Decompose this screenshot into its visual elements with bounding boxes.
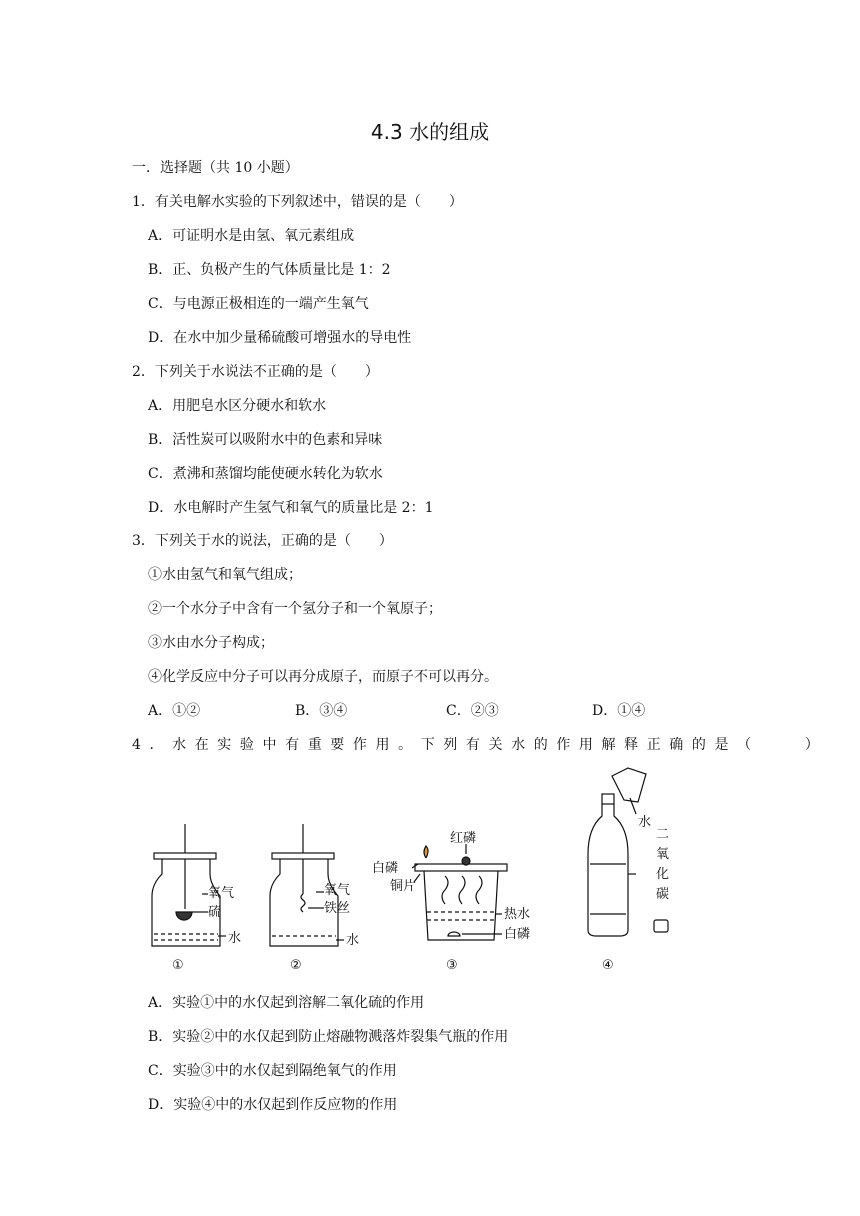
e3-label-white-phosphorus-bottom: 白磷 xyxy=(504,927,531,942)
q1-option-c: C．与电源正极相连的一端产生氧气 xyxy=(148,296,369,312)
q3-statement-3: ③水由水分子构成； xyxy=(148,635,274,651)
experiment-figure xyxy=(140,764,700,980)
q3-option-a: A．①② xyxy=(148,703,201,719)
q4-option-a: A．实验①中的水仅起到溶解二氧化硫的作用 xyxy=(148,995,425,1011)
q2-option-c: C．煮沸和蒸馏均能使硬水转化为软水 xyxy=(148,466,383,482)
q3-statement-2: ②一个水分子中含有一个氢分子和一个氧原子； xyxy=(148,601,442,617)
q1-option-d: D．在水中加少量稀硫酸可增强水的导电性 xyxy=(148,330,412,346)
e4-label-co2-3: 化 xyxy=(656,867,670,882)
q3-option-b: B．③④ xyxy=(295,703,348,719)
experiment-3-beaker xyxy=(412,844,507,940)
e3-number: ③ xyxy=(446,958,458,973)
e4-label-water: 水 xyxy=(638,815,652,830)
e1-number: ① xyxy=(172,958,184,973)
e1-label-sulfur: 硫 xyxy=(208,905,222,920)
q3-statement-1: ①水由氢气和氧气组成； xyxy=(148,567,302,583)
q1-option-a: A．可证明水是由氢、氧元素组成 xyxy=(148,228,355,244)
e2-label-oxygen: 氧气 xyxy=(324,883,351,898)
q3-option-c: C．②③ xyxy=(446,703,499,719)
experiment-1-bottle xyxy=(152,824,226,946)
e3-label-red-phosphorus: 红磷 xyxy=(450,831,477,846)
question-2-stem: 2．下列关于水说法不正确的是（ ） xyxy=(132,364,379,380)
section-heading: 一．选择题（共 10 小题） xyxy=(132,160,299,176)
e3-label-copper-sheet: 铜片 xyxy=(390,879,417,894)
question-4-stem: 4．水在实验中有重要作用。下列有关水的作用解释正确的是（ ） xyxy=(132,737,828,753)
e1-label-oxygen: 氧气 xyxy=(208,886,235,901)
question-1-stem: 1．有关电解水实验的下列叙述中，错误的是（ ） xyxy=(132,194,463,210)
e4-label-co2-2: 氧 xyxy=(656,847,670,862)
page-title: 4.3 水的组成 xyxy=(370,120,490,144)
q4-option-b: B．实验②中的水仅起到防止熔融物溅落炸裂集气瓶的作用 xyxy=(148,1029,509,1045)
q3-statement-4: ④化学反应中分子可以再分成原子，而原子不可以再分。 xyxy=(148,669,498,685)
e3-label-white-phosphorus-top: 白磷 xyxy=(372,861,399,876)
q2-option-d: D．水电解时产生氢气和氧气的质量比是 2：1 xyxy=(148,500,434,516)
q3-option-d: D．①④ xyxy=(592,703,646,719)
e2-number: ② xyxy=(290,958,302,973)
e3-label-hot-water: 热水 xyxy=(504,907,531,922)
e1-label-water: 水 xyxy=(228,931,242,946)
e4-label-co2-1: 二 xyxy=(656,827,670,842)
q2-option-b: B．活性炭可以吸附水中的色素和异味 xyxy=(148,432,383,448)
q4-option-c: C．实验③中的水仅起到隔绝氧气的作用 xyxy=(148,1063,397,1079)
e4-number: ④ xyxy=(602,958,614,973)
e4-label-co2-4: 碳 xyxy=(656,887,670,902)
question-3-stem: 3．下列关于水的说法，正确的是（ ） xyxy=(132,533,393,549)
q2-option-a: A．用肥皂水区分硬水和软水 xyxy=(148,398,327,414)
e2-label-iron-wire: 铁丝 xyxy=(324,901,351,916)
e2-label-water: 水 xyxy=(346,933,360,948)
q4-option-d: D．实验④中的水仅起到作反应物的作用 xyxy=(148,1097,398,1113)
q1-option-b: B．正、负极产生的气体质量比是 1：2 xyxy=(148,262,391,278)
